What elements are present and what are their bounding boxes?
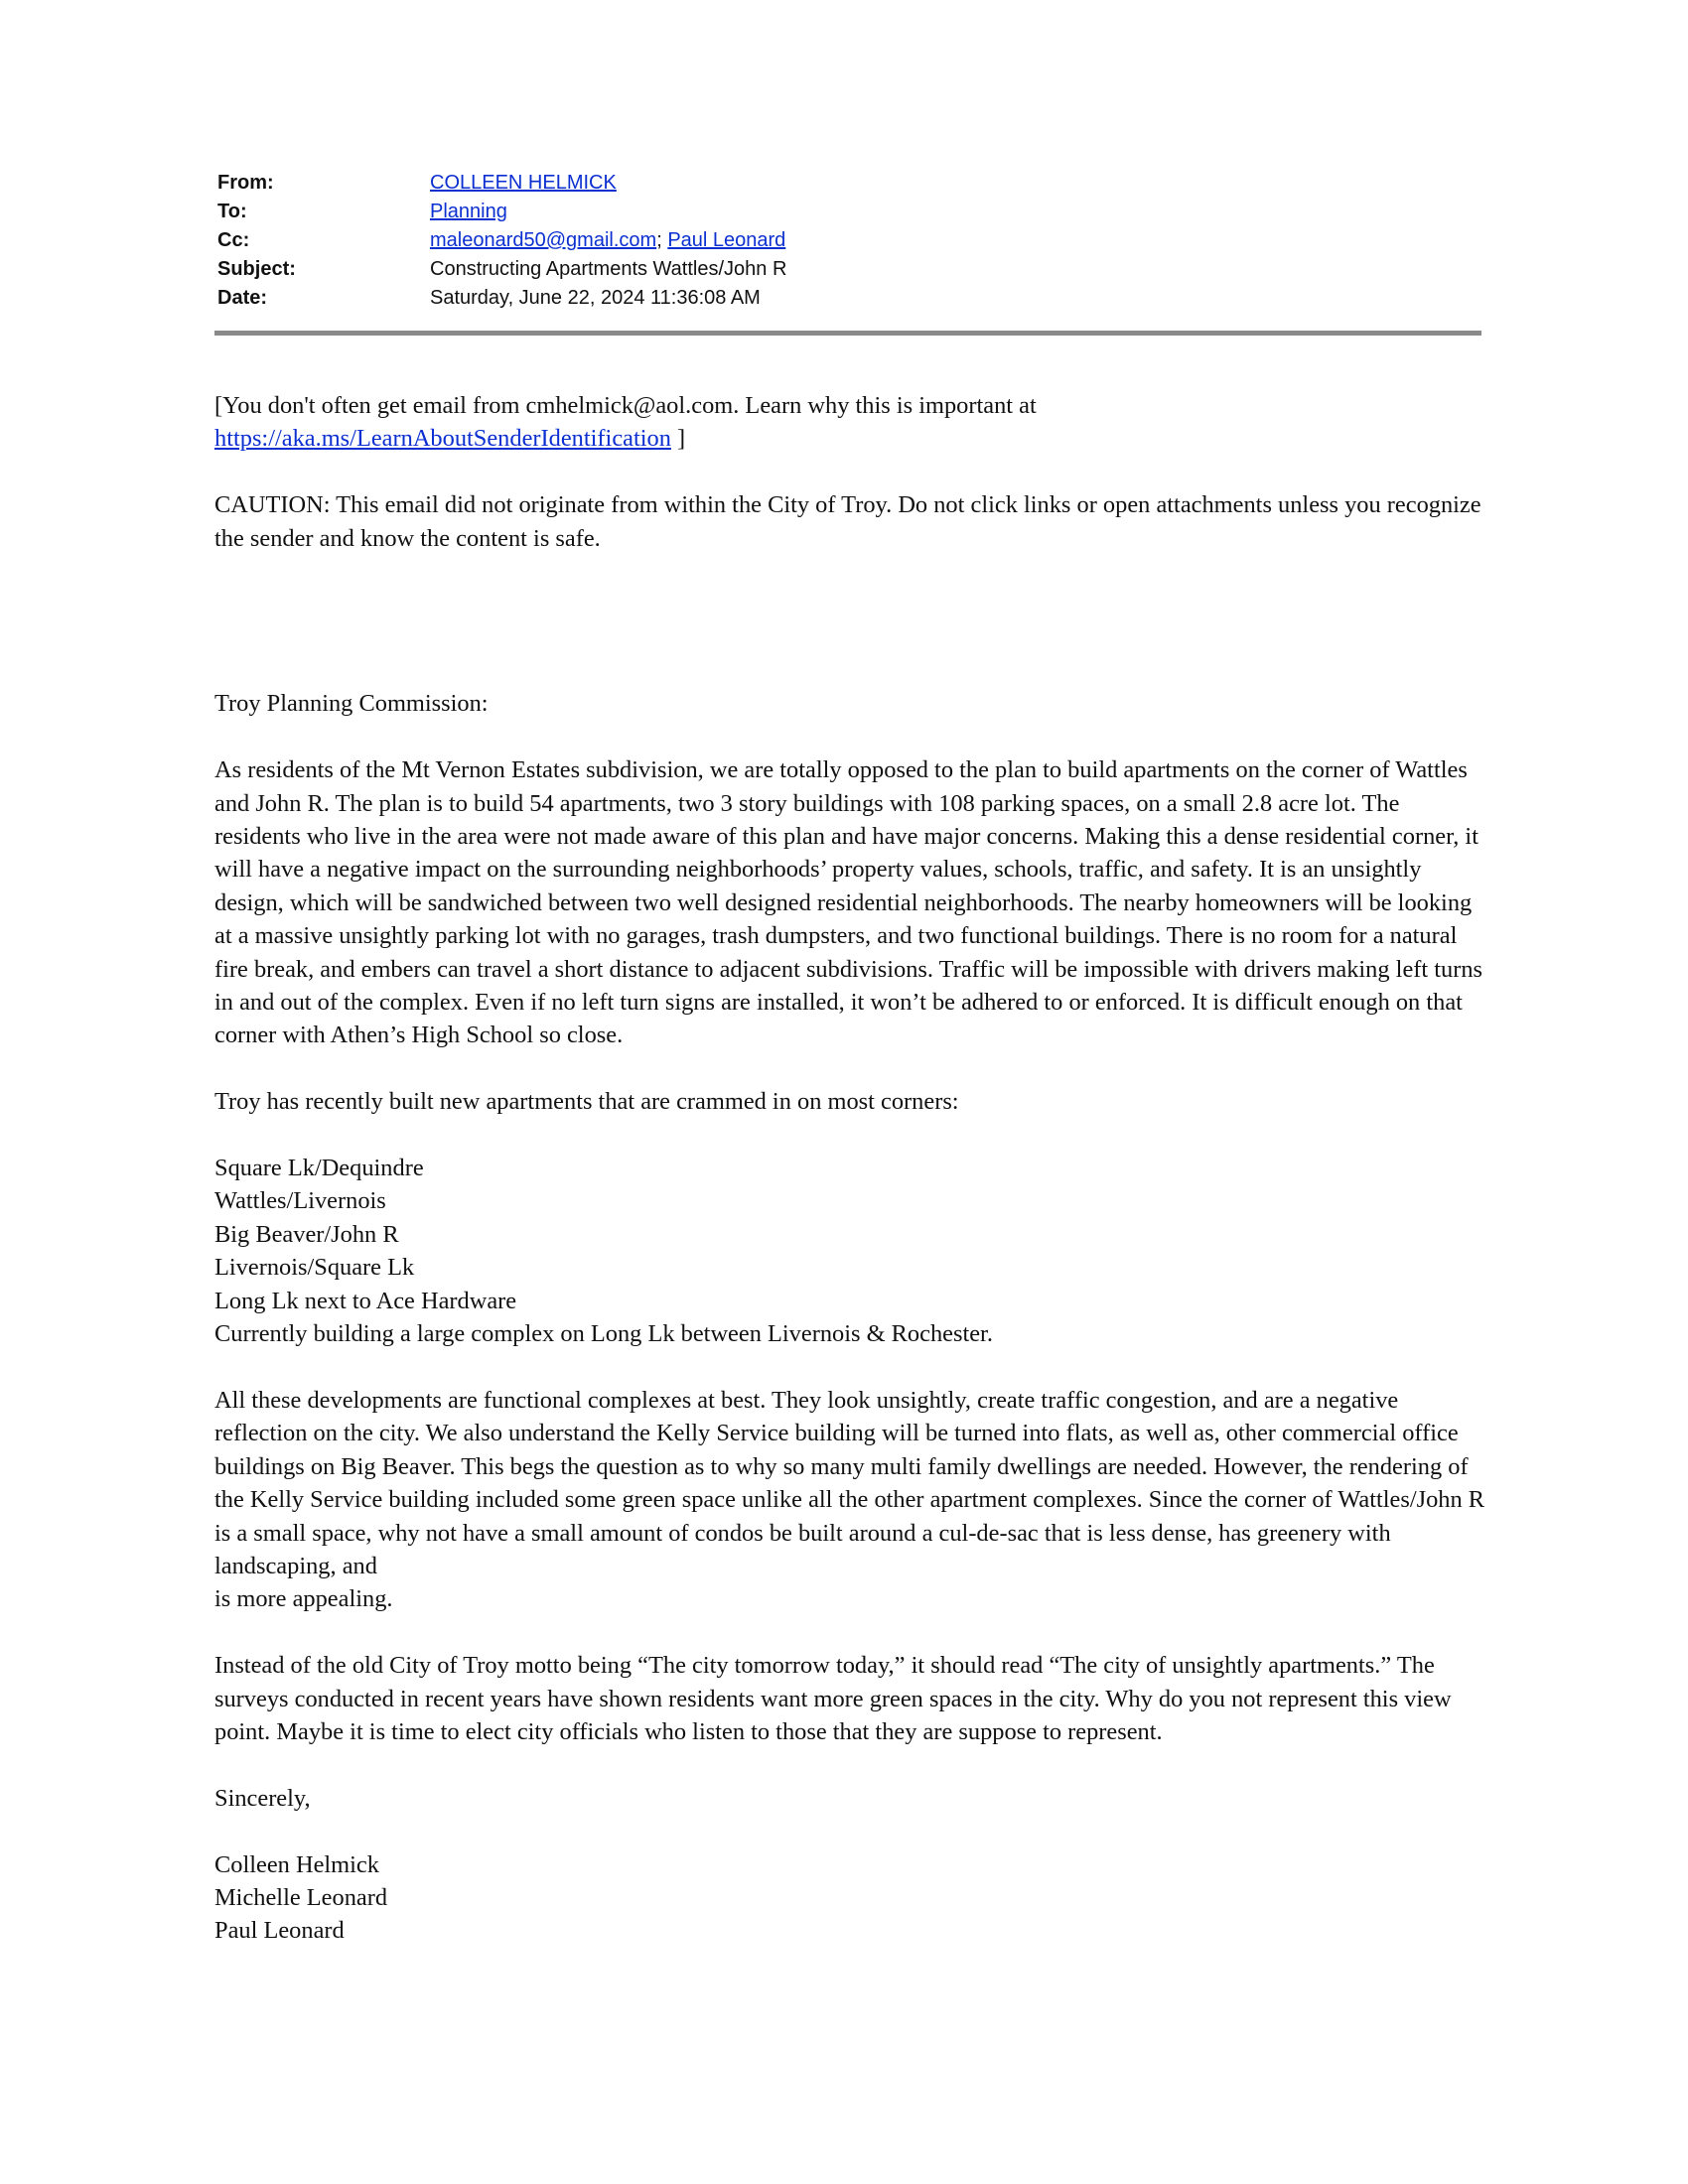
signatures (214, 1848, 1485, 1948)
signer-name: Paul Leonard (214, 1917, 345, 1945)
paragraph-4: Instead of the old City of Troy motto being “The city tomorrow today,” it should read “The city of unsightly apartments.” The surveys conducted in recent years have shown residents want more green spaces in the city. Why do you not represent this view point. Maybe it is time to elect city officials who listen to those that they are suppose to represent. (214, 1652, 1452, 1745)
sender-notice (214, 389, 1485, 456)
to-label: To: (217, 201, 247, 222)
list-item: Big Beaver/John R (214, 1220, 399, 1248)
subject-value: Constructing Apartments Wattles/John R (430, 258, 787, 280)
cc-label: Cc: (217, 229, 250, 251)
cc-row (217, 226, 1478, 255)
paragraph-1: As residents of the Mt Vernon Estates subdivision, we are totally opposed to the plan to build apartments on the corner of Wattles and John R. The plan is to build 54 apartments, two 3 story buildings with 108 parking spaces, on a small 2.8 acre lot. The residents who live in the area were not made aware of this plan and have major concerns. Making this a dense residential corner, it will have a negative impact on the surrounding neighborhoods’ property values, schools, traffic, and safety. It is an unsightly design, which will be sandwiched between two well designed residential neighborhoods. The nearby homeowners will be looking at a massive unsightly parking lot with no garages, trash dumpsters, and two functional buildings. There is no room for a natural fire break, and embers can travel a short distance to adjacent subdivisions. Traffic will be impossible with drivers making left turns in and out of the complex. Even if no left turn signs are installed, it won’t be adhered to or enforced. It is difficult enough on that corner with Athen’s High School so close. (214, 756, 1483, 1049)
salutation: Troy Planning Commission: (214, 690, 489, 718)
closing: Sincerely, (214, 1784, 311, 1812)
from-row (217, 169, 1478, 198)
sender-notice-text: [You don't often get email from cmhelmick@aol.com. Learn why this is important at (214, 392, 1037, 419)
caution-notice: CAUTION: This email did not originate from within the City of Troy. Do not click links or open attachments unless you recognize the sender and know the content is safe. (214, 491, 1481, 552)
signer-name: Colleen Helmick (214, 1850, 379, 1878)
cc-link-name[interactable]: Paul Leonard (667, 229, 786, 251)
email-header (217, 169, 1478, 313)
cc-link-email[interactable]: maleonard50@gmail.com (430, 229, 657, 251)
from-label: From: (217, 172, 274, 194)
date-value: Saturday, June 22, 2024 11:36:08 AM (430, 287, 761, 309)
list-item: Long Lk next to Ace Hardware (214, 1287, 517, 1314)
subject-label: Subject: (217, 258, 296, 280)
date-label: Date: (217, 287, 268, 309)
sender-notice-end: ] (670, 425, 686, 453)
to-row (217, 198, 1478, 226)
list-item: Livernois/Square Lk (214, 1254, 415, 1282)
to-link[interactable]: Planning (430, 201, 507, 222)
email-body (214, 389, 1485, 1948)
cc-separator: ; (656, 229, 668, 251)
paragraph-3-end: is more appealing. (214, 1585, 393, 1613)
paragraph-3 (214, 1384, 1485, 1616)
list-item: Wattles/Livernois (214, 1187, 386, 1215)
list-item: Square Lk/Dequindre (214, 1155, 424, 1182)
list-item: Currently building a large complex on Long Lk between Livernois & Rochester. (214, 1320, 993, 1348)
corner-list (214, 1152, 1485, 1350)
signer-name: Michelle Leonard (214, 1883, 388, 1911)
paragraph-3-main: All these developments are functional complexes at best. They look unsightly, create traffic congestion, and are a negative reflection on the city. We also understand the Kelly Service building will be turned into flats, as well as, other commercial office buildings on Big Beaver. This begs the question as to why so many multi family dwellings are needed. However, the rendering of the Kelly Service building included some green space unlike all the other apartment complexes. Since the corner of Wattles/John R is a small space, why not have a small amount of condos be built around a cul-de-sac that is less dense, has greenery with landscaping, and (214, 1386, 1485, 1579)
sender-identification-link[interactable]: https://aka.ms/LearnAboutSenderIdentification (214, 425, 671, 453)
paragraph-2: Troy has recently built new apartments that are crammed in on most corners: (214, 1088, 959, 1116)
from-link[interactable]: COLLEEN HELMICK (430, 172, 617, 194)
header-divider (214, 331, 1481, 336)
cc-values (430, 226, 785, 255)
subject-row (217, 255, 1478, 284)
date-row (217, 284, 1478, 313)
